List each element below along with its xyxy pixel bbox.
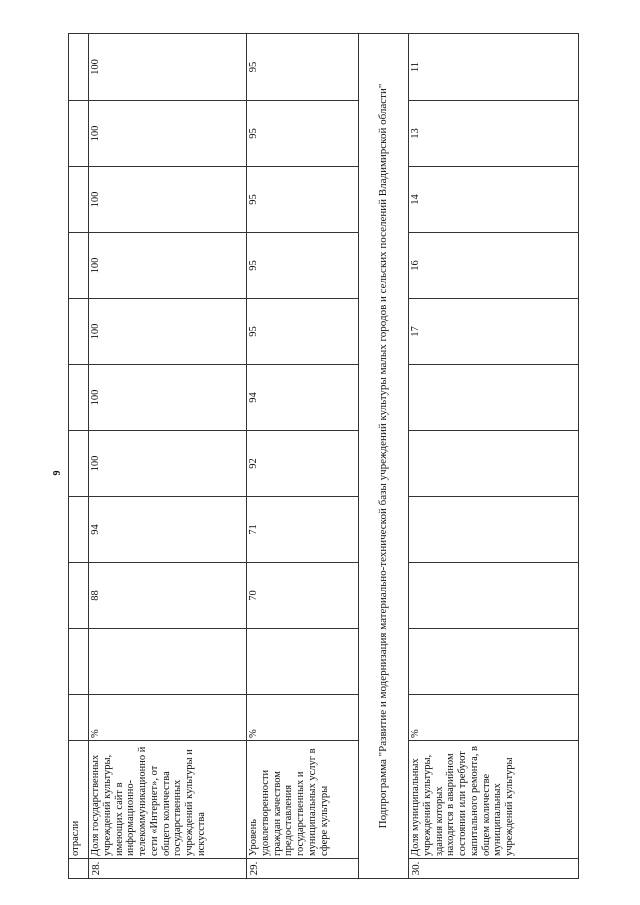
table-cell-unit: % [89,695,247,741]
table-cell [69,167,89,233]
table-cell-value: 100 [89,365,247,431]
table-cell-value: 100 [89,431,247,497]
table-cell-value [409,431,579,497]
table-cell-value: 95 [247,233,359,299]
subprogram-row [359,34,409,879]
table-cell-value [409,365,579,431]
table-cell [69,497,89,563]
indicator-table [68,33,579,879]
table-cell [69,695,89,741]
table-cell-value [89,629,247,695]
table-cell [69,34,89,101]
table-cell-value: 100 [89,34,247,101]
table-cell [69,431,89,497]
table-cell-value: 92 [247,431,359,497]
subprogram-title: Подпрограмма "Развитие и модернизация материально-технической базы учреждений культуры малых городов и сельских поселений Владимирской области" [359,34,409,879]
table-cell [69,563,89,629]
table-cell [69,365,89,431]
table-cell-num: 28. [89,859,247,879]
table-cell-value: 16 [409,233,579,299]
table-cell-value: 100 [89,167,247,233]
table-cell-value: 71 [247,497,359,563]
table-cell [69,629,89,695]
table-cell-value: 17 [409,299,579,365]
table-cell [69,299,89,365]
table-cell-value: 94 [89,497,247,563]
table-cell-value: 70 [247,563,359,629]
table-cell [69,101,89,167]
table-cell-name: отрасли [69,741,89,859]
table-cell-name: Доля государственных учреждений культуры, имеющих сайт в информационно-телекоммуникационно й сети «Интернет», от общего количества государственных учреждений культуры и искусства [89,741,247,859]
table-cell-num [69,859,89,879]
table-cell-value: 100 [89,101,247,167]
table-row [409,34,579,879]
table-cell-value: 100 [89,299,247,365]
table-cell-value: 14 [409,167,579,233]
table-cell-name: Уровень удовлетворенности граждан качеством предоставления государственных и муниципальных услуг в сфере культуры [247,741,359,859]
table-cell [69,233,89,299]
table-cell-value: 95 [247,34,359,101]
table-cell-value: 95 [247,167,359,233]
table-cell-value [409,497,579,563]
table-cell-value: 95 [247,101,359,167]
table-cell-value: 11 [409,34,579,101]
table-cell-value [409,629,579,695]
table-cell-name: Доля муниципальных учреждений культуры, здания которых находятся в аварийном состоянии или требуют капитального ремонта, в общем количестве муниципальных учреждений культуры [409,741,579,859]
table-cell-num: 29. [247,859,359,879]
table-cell-value: 13 [409,101,579,167]
table-cell-unit: % [247,695,359,741]
table-cell-value: 95 [247,299,359,365]
table-cell-value [247,629,359,695]
table-cell-value: 100 [89,233,247,299]
indicator-table-sheet [68,34,578,879]
table-row [247,34,359,879]
table-cell-value: 88 [89,563,247,629]
table-cell-value: 94 [247,365,359,431]
table-row-header-continuation [69,34,89,879]
page-number: 9 [52,470,63,476]
table-cell-unit: % [409,695,579,741]
table-cell-value [409,563,579,629]
table-cell-num: 30. [409,859,579,879]
table-row [89,34,247,879]
